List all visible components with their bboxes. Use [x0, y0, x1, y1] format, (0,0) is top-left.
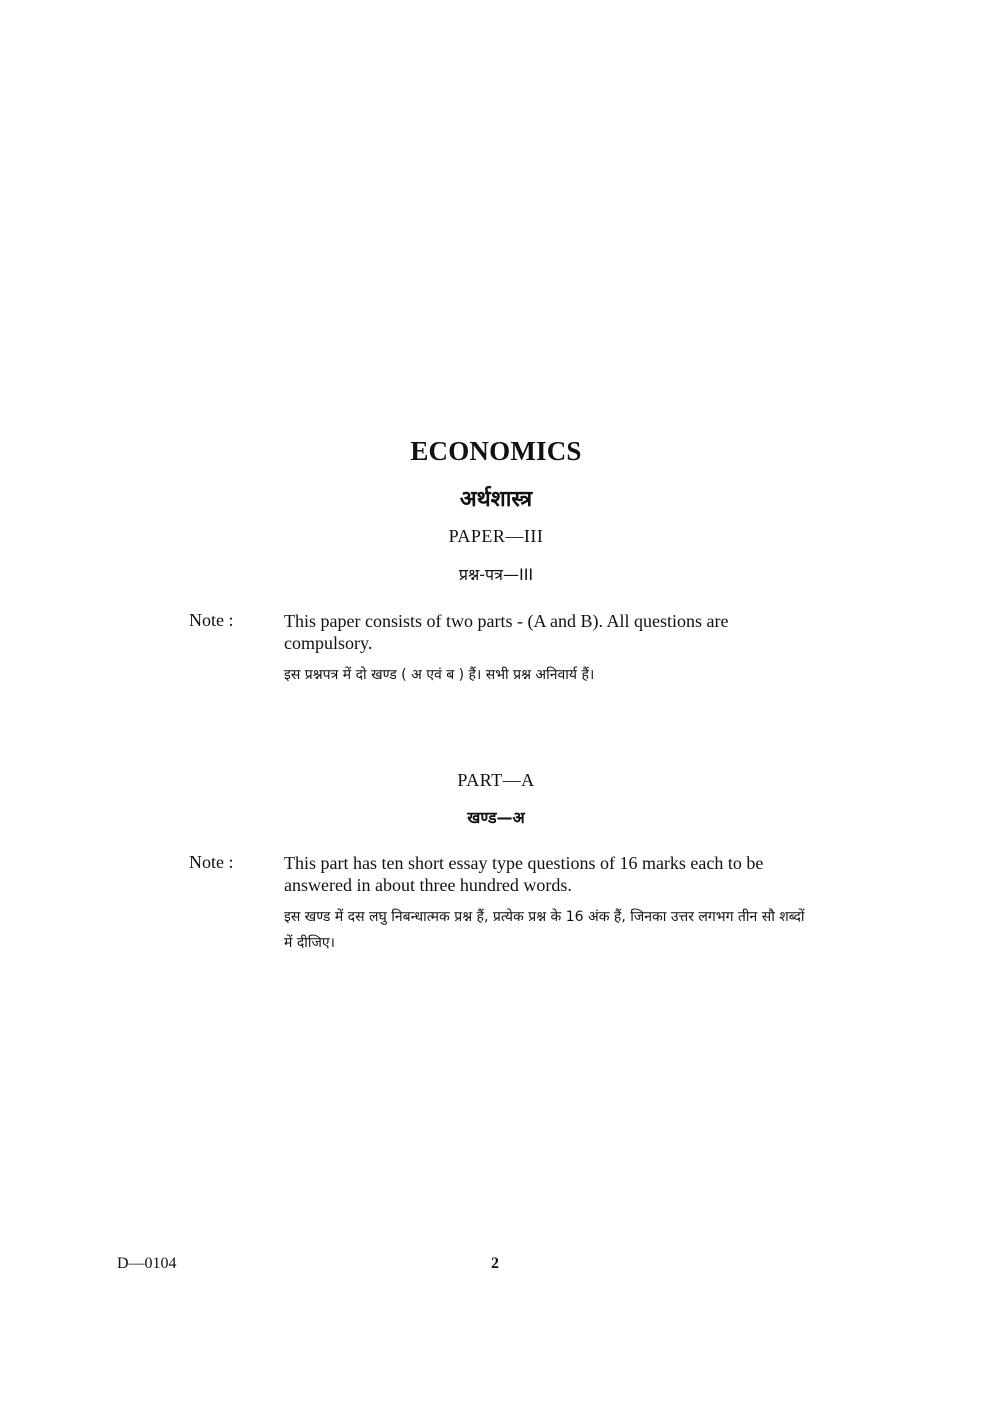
subject-title-english: ECONOMICS	[410, 436, 582, 466]
note-label: Note :	[189, 852, 234, 872]
part-a-title-english: PART—A	[457, 770, 535, 790]
paper-code: D—0104	[117, 1255, 177, 1272]
part-a-title-hindi: खण्ड—अ	[467, 808, 525, 827]
paper-number-english: PAPER—III	[448, 526, 544, 546]
note-text-hindi: इस खण्ड में दस लघु निबन्धात्मक प्रश्न हैं, प्रत्येक प्रश्न के 16 अंक हैं, जिनका उत्तर लगभग तीन सौ शब्दों में दीजिए।	[284, 909, 805, 951]
page-number: 2	[491, 1255, 499, 1272]
note-text-english: This paper consists of two parts - (A and B). All questions are compulsory.	[284, 611, 729, 653]
note-body	[284, 610, 809, 688]
subject-title-hindi: अर्थशास्त्र	[459, 487, 533, 512]
note-label: Note :	[189, 610, 234, 630]
note-text-hindi: इस प्रश्नपत्र में दो खण्ड ( अ एवं ब ) हैं। सभी प्रश्न अनिवार्य हैं।	[284, 667, 595, 683]
note-body	[284, 852, 809, 956]
note-text-english: This part has ten short essay type questions of 16 marks each to be answered in about three hundred words.	[284, 853, 764, 895]
paper-number-hindi: प्रश्न-पत्र—III	[458, 565, 534, 584]
